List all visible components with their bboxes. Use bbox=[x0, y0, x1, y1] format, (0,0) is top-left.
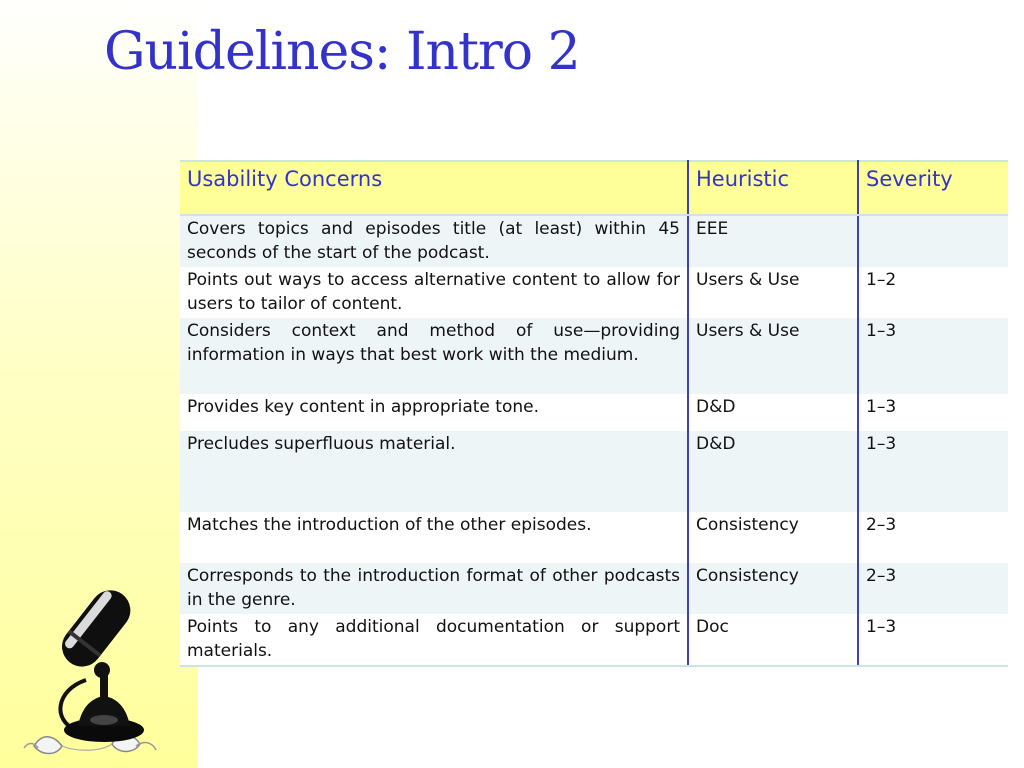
heuristic-cell: Consistency bbox=[688, 512, 858, 563]
table-header-row bbox=[180, 161, 1008, 215]
table-row bbox=[180, 563, 1008, 614]
concern-cell: Considers context and method of use—providing information in ways that best work with the medium. bbox=[180, 318, 688, 394]
heuristic-cell: Consistency bbox=[688, 563, 858, 614]
slide-title: Guidelines: Intro 2 bbox=[104, 22, 580, 82]
table-row bbox=[180, 614, 1008, 666]
usability-table bbox=[180, 160, 1008, 667]
concern-cell: Provides key content in appropriate tone. bbox=[180, 394, 688, 431]
concern-cell: Points out ways to access alternative content to allow for users to tailor of content. bbox=[180, 267, 688, 318]
severity-cell: 1–3 bbox=[858, 318, 1008, 394]
table-row bbox=[180, 318, 1008, 394]
concern-cell: Precludes superfluous material. bbox=[180, 431, 688, 512]
header-usability-concerns: Usability Concerns bbox=[180, 161, 688, 215]
heuristic-cell: D&D bbox=[688, 394, 858, 431]
severity-cell: 2–3 bbox=[858, 563, 1008, 614]
table-row bbox=[180, 394, 1008, 431]
header-severity: Severity bbox=[858, 161, 1008, 215]
heuristic-cell: Users & Use bbox=[688, 318, 858, 394]
table-row bbox=[180, 431, 1008, 512]
header-heuristic: Heuristic bbox=[688, 161, 858, 215]
severity-cell: 1–3 bbox=[858, 614, 1008, 666]
heuristic-cell: Doc bbox=[688, 614, 858, 666]
table-row bbox=[180, 267, 1008, 318]
heuristic-cell: D&D bbox=[688, 431, 858, 512]
heuristic-cell: Users & Use bbox=[688, 267, 858, 318]
table-row bbox=[180, 512, 1008, 563]
severity-cell: 1–3 bbox=[858, 431, 1008, 512]
table-row bbox=[180, 215, 1008, 267]
microphone-icon bbox=[16, 580, 186, 760]
concern-cell: Matches the introduction of the other episodes. bbox=[180, 512, 688, 563]
severity-cell: 1–3 bbox=[858, 394, 1008, 431]
severity-cell: 2–3 bbox=[858, 512, 1008, 563]
concern-cell: Corresponds to the introduction format of other podcasts in the genre. bbox=[180, 563, 688, 614]
concern-cell: Points to any additional documentation or support materials. bbox=[180, 614, 688, 666]
severity-cell: 1–2 bbox=[858, 267, 1008, 318]
concern-cell: Covers topics and episodes title (at least) within 45 seconds of the start of the podcast. bbox=[180, 215, 688, 267]
heuristic-cell: EEE bbox=[688, 215, 858, 267]
severity-cell bbox=[858, 215, 1008, 267]
